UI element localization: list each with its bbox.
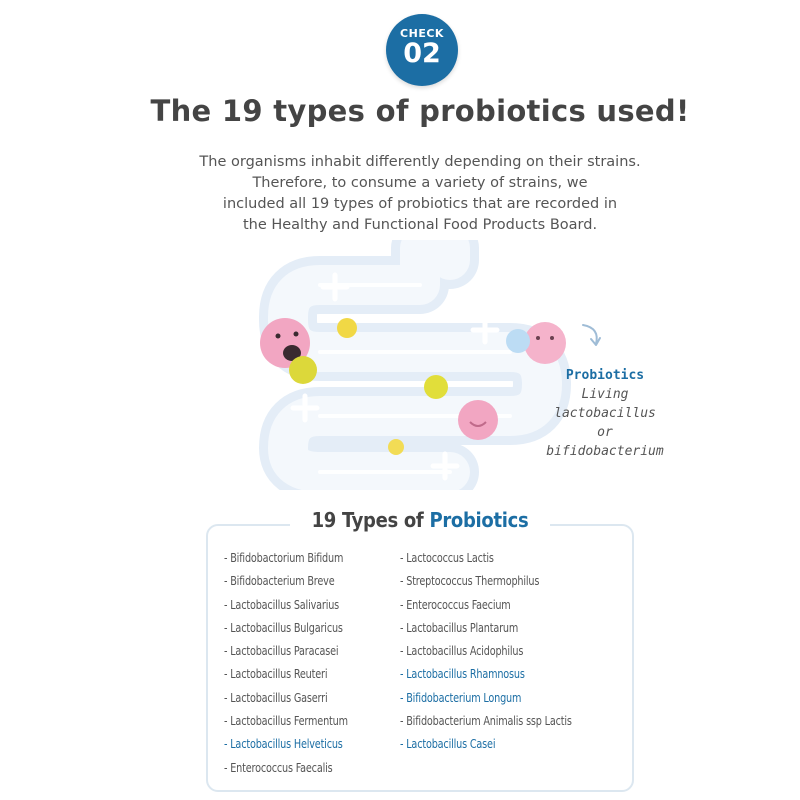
intro-line: Therefore, to consume a variety of strains, we — [252, 175, 588, 191]
strain-item: - Lactococcus Lactis — [400, 550, 572, 573]
strain-item: - Bifidobacterium Animalis ssp Lactis — [400, 713, 572, 736]
probiotics-caption — [535, 366, 675, 461]
strain-item: - Lactobacillus Casei — [400, 736, 572, 759]
strain-item: - Bifidobacterium Longum — [400, 690, 572, 713]
strain-list-left — [224, 550, 368, 783]
yellow-microbe — [424, 375, 448, 399]
curved-arrow-icon — [580, 322, 604, 348]
strain-item: - Bifidobactorium Bifidum — [224, 550, 348, 573]
caption-line: Living — [581, 387, 629, 402]
strain-list-right — [400, 550, 600, 760]
list-title-highlight: Probiotics — [429, 508, 529, 532]
strain-item: - Lactobacillus Rhamnosus — [400, 666, 572, 689]
yellow-microbe — [388, 439, 404, 455]
yellow-microbe — [289, 356, 317, 384]
strain-item: - Lactobacillus Reuteri — [224, 666, 348, 689]
badge-number: 02 — [403, 38, 441, 69]
caption-highlight: Probiotics — [565, 368, 645, 383]
yellow-microbe — [337, 318, 357, 338]
strain-item: - Lactobacillus Salivarius — [224, 597, 348, 620]
badge-label: CHECK — [400, 27, 444, 40]
caption-line: bifidobacterium — [546, 444, 664, 459]
strain-item: - Lactobacillus Paracasei — [224, 643, 348, 666]
list-title — [290, 508, 550, 532]
intro-text — [180, 152, 660, 236]
strain-item: - Bifidobacterium Breve — [224, 573, 348, 596]
pink-microbe-right — [524, 322, 566, 364]
strain-item: - Lactobacillus Gaserri — [224, 690, 348, 713]
intro-line: The organisms inhabit differently depending on their strains. — [199, 154, 641, 170]
intestine-shape — [288, 248, 542, 472]
strain-item: - Lactobacillus Helveticus — [224, 736, 348, 759]
strain-item: - Lactobacillus Acidophilus — [400, 643, 572, 666]
strain-item: - Lactobacillus Plantarum — [400, 620, 572, 643]
blue-microbe — [506, 329, 530, 353]
strain-item: - Enterococcus Faecalis — [224, 760, 348, 783]
caption-line: lactobacillus — [554, 406, 656, 421]
strain-item: - Lactobacillus Fermentum — [224, 713, 348, 736]
strain-item: - Enterococcus Faecium — [400, 597, 572, 620]
headline: The 19 types of probiotics used! — [150, 94, 690, 128]
check-badge — [386, 14, 458, 86]
caption-line: or — [597, 425, 613, 440]
strain-item: - Streptococcus Thermophilus — [400, 573, 572, 596]
pink-microbe-bottom — [458, 400, 498, 440]
intro-line: the Healthy and Functional Food Products Board. — [242, 217, 598, 233]
list-title-plain: 19 Types of — [311, 508, 424, 532]
intro-line: included all 19 types of probiotics that are recorded in — [222, 196, 618, 212]
strain-item: - Lactobacillus Bulgaricus — [224, 620, 348, 643]
